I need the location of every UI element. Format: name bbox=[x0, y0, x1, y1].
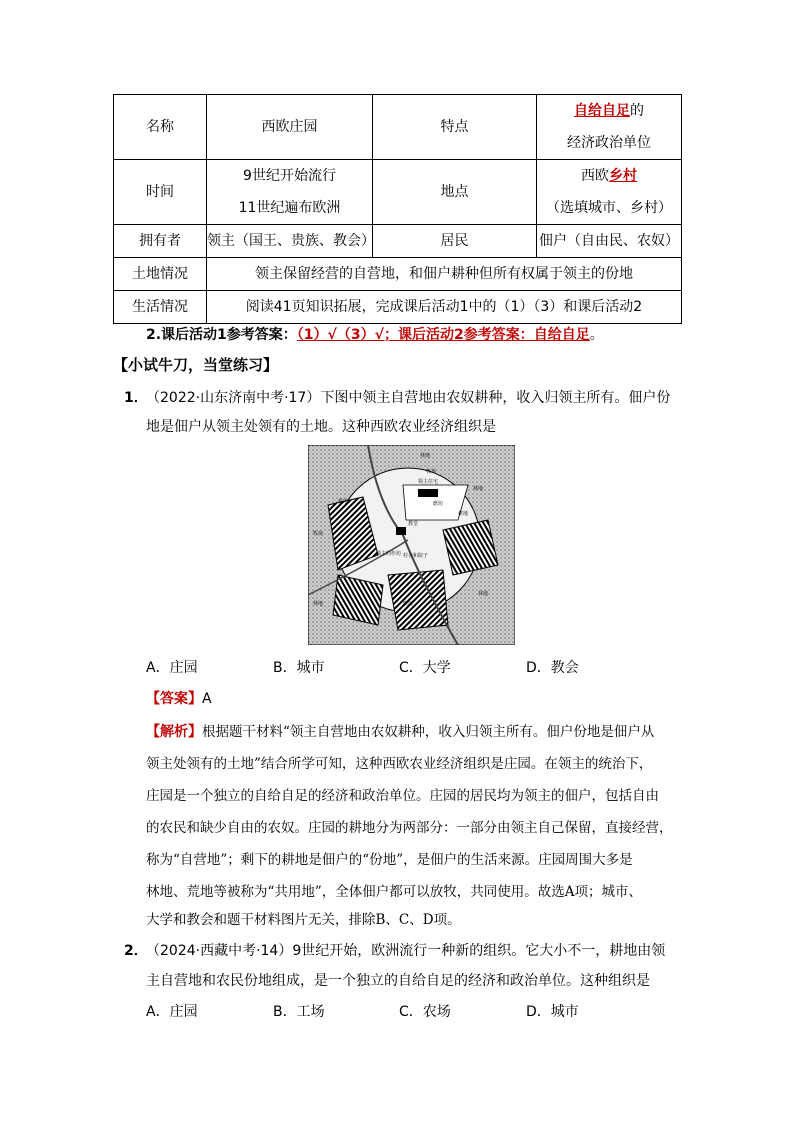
table-row bbox=[114, 291, 682, 324]
analysis-line: 领主处领有的土地”结合所学可知，这种西欧农业经济组织是庄园。在领主的统治下， bbox=[146, 756, 653, 772]
answer-fill: 自给自足 bbox=[574, 103, 630, 119]
map-label: 领主的作坊 bbox=[376, 551, 402, 557]
map-label: 林地 bbox=[478, 591, 489, 597]
cell-value: 领主（国王、贵族、教会） bbox=[207, 225, 373, 258]
note-suffix: 。 bbox=[589, 327, 604, 343]
cell-text: 西欧 bbox=[581, 168, 609, 184]
question-text: 主自营地和农民份地组成，是一个独立的自给自足的经济和政治单位。这种组织是 bbox=[146, 973, 650, 989]
table-row bbox=[114, 225, 682, 258]
cell-label: 时间 bbox=[114, 160, 207, 225]
cell-value: 阅读41页知识拓展，完成课后活动1中的（1）（3）和课后活动2 bbox=[207, 291, 682, 324]
analysis-line: 庄园是一个独立的自给自足的经济和政治单位。庄园的居民均为领主的佃户，包括自由 bbox=[146, 788, 659, 804]
map-label: 耕地 bbox=[458, 511, 469, 517]
map-label: 林地 bbox=[473, 486, 484, 492]
map-label: 牧场 bbox=[426, 469, 437, 475]
answer-fill: 乡村 bbox=[609, 168, 637, 184]
map-label: 林地 bbox=[313, 601, 324, 607]
analysis-line: 林地、荒地等被称为“共用地”，全体佃户都可以放牧，共同使用。故选A项；城市、 bbox=[146, 884, 643, 900]
map-label: 磨坊 bbox=[433, 501, 444, 507]
cell-text: 9世纪开始流行 bbox=[243, 168, 336, 184]
table-row bbox=[114, 160, 682, 225]
option-d[interactable]: D．城市 bbox=[526, 1004, 579, 1020]
question-text: （2022·山东济南中考·17）下图中领主自营地由农奴耕种，收入归领主所有。佃户份 bbox=[146, 390, 671, 406]
note-prefix: 2.课后活动1参考答案： bbox=[146, 327, 297, 343]
answer-line bbox=[146, 688, 212, 708]
cell-value bbox=[537, 160, 682, 225]
cell-value bbox=[537, 95, 682, 160]
map-label: 教堂 bbox=[408, 521, 419, 527]
question-number: 1． bbox=[124, 390, 148, 406]
analysis-line: 大学和教会和题干材料图片无关，排除B、C、D项。 bbox=[146, 912, 461, 928]
cell-text: （选填城市、乡村） bbox=[546, 200, 672, 216]
cell-label: 特点 bbox=[373, 95, 537, 160]
question-text: 地是佃户从领主处领有的土地。这种西欧农业经济组织是 bbox=[146, 419, 496, 435]
cell-label: 土地情况 bbox=[114, 258, 207, 291]
option-c[interactable]: C．农场 bbox=[399, 1004, 451, 1020]
map-label: 磨坊 bbox=[403, 601, 414, 607]
cell-value bbox=[207, 160, 373, 225]
cell-label: 地点 bbox=[373, 160, 537, 225]
answer-tag: 【答案】 bbox=[146, 691, 202, 707]
manor-info-table bbox=[113, 94, 682, 324]
cell-value: 领主保留经营的自营地，和佃户耕种但所有权属于领主的份地 bbox=[207, 258, 682, 291]
question-number: 2． bbox=[124, 943, 148, 959]
table-row bbox=[114, 95, 682, 160]
option-b[interactable]: B．工场 bbox=[273, 1004, 325, 1020]
option-d[interactable]: D．教会 bbox=[526, 660, 579, 676]
cell-label: 生活情况 bbox=[114, 291, 207, 324]
cell-text: 的 bbox=[630, 103, 644, 119]
manor-house-icon bbox=[418, 489, 438, 497]
table-row bbox=[114, 258, 682, 291]
analysis-tag: 【解析】 bbox=[146, 724, 202, 740]
section-title: 【小试牛刀，当堂练习】 bbox=[113, 356, 279, 374]
cell-label: 名称 bbox=[114, 95, 207, 160]
answer-note bbox=[146, 324, 604, 344]
analysis-line: 的农民和缺少自由的农奴。庄园的耕地分为两部分：一部分由领主自己保留，直接经营， bbox=[146, 820, 673, 836]
map-label: 林地 bbox=[420, 453, 431, 459]
option-a[interactable]: A．庄园 bbox=[146, 660, 198, 676]
cell-label: 拥有者 bbox=[114, 225, 207, 258]
map-label: 领主住宅 bbox=[418, 479, 439, 485]
question-text: （2024·西藏中考·14）9世纪开始，欧洲流行一种新的组织。它大小不一，耕地由领 bbox=[146, 943, 666, 959]
map-label: 村舍和院子 bbox=[403, 553, 429, 559]
analysis-line bbox=[146, 720, 654, 741]
option-a[interactable]: A．庄园 bbox=[146, 1004, 198, 1020]
manor-map-illustration bbox=[308, 445, 515, 645]
map-label: 耕地 bbox=[338, 499, 349, 505]
cell-value: 西欧庄园 bbox=[207, 95, 373, 160]
option-b[interactable]: B．城市 bbox=[273, 660, 325, 676]
analysis-line: 称为“自营地”；剩下的耕地是佃户的“份地”，是佃户的生活来源。庄园周围大多是 bbox=[146, 852, 633, 868]
cell-value: 佃户（自由民、农奴） bbox=[537, 225, 682, 258]
cell-text: 经济政治单位 bbox=[567, 135, 651, 151]
option-c[interactable]: C．大学 bbox=[399, 660, 451, 676]
cell-label: 居民 bbox=[373, 225, 537, 258]
note-answer: （1）√（3）√；课后活动2参考答案：自给自足 bbox=[296, 327, 590, 343]
map-label: 牧场 bbox=[313, 531, 324, 537]
analysis-text: 根据题干材料“领主自营地由农奴耕种，收入归领主所有。佃户份地是佃户从 bbox=[202, 724, 655, 740]
answer-value: A bbox=[202, 691, 212, 707]
cell-text: 11世纪遍布欧洲 bbox=[238, 200, 341, 216]
